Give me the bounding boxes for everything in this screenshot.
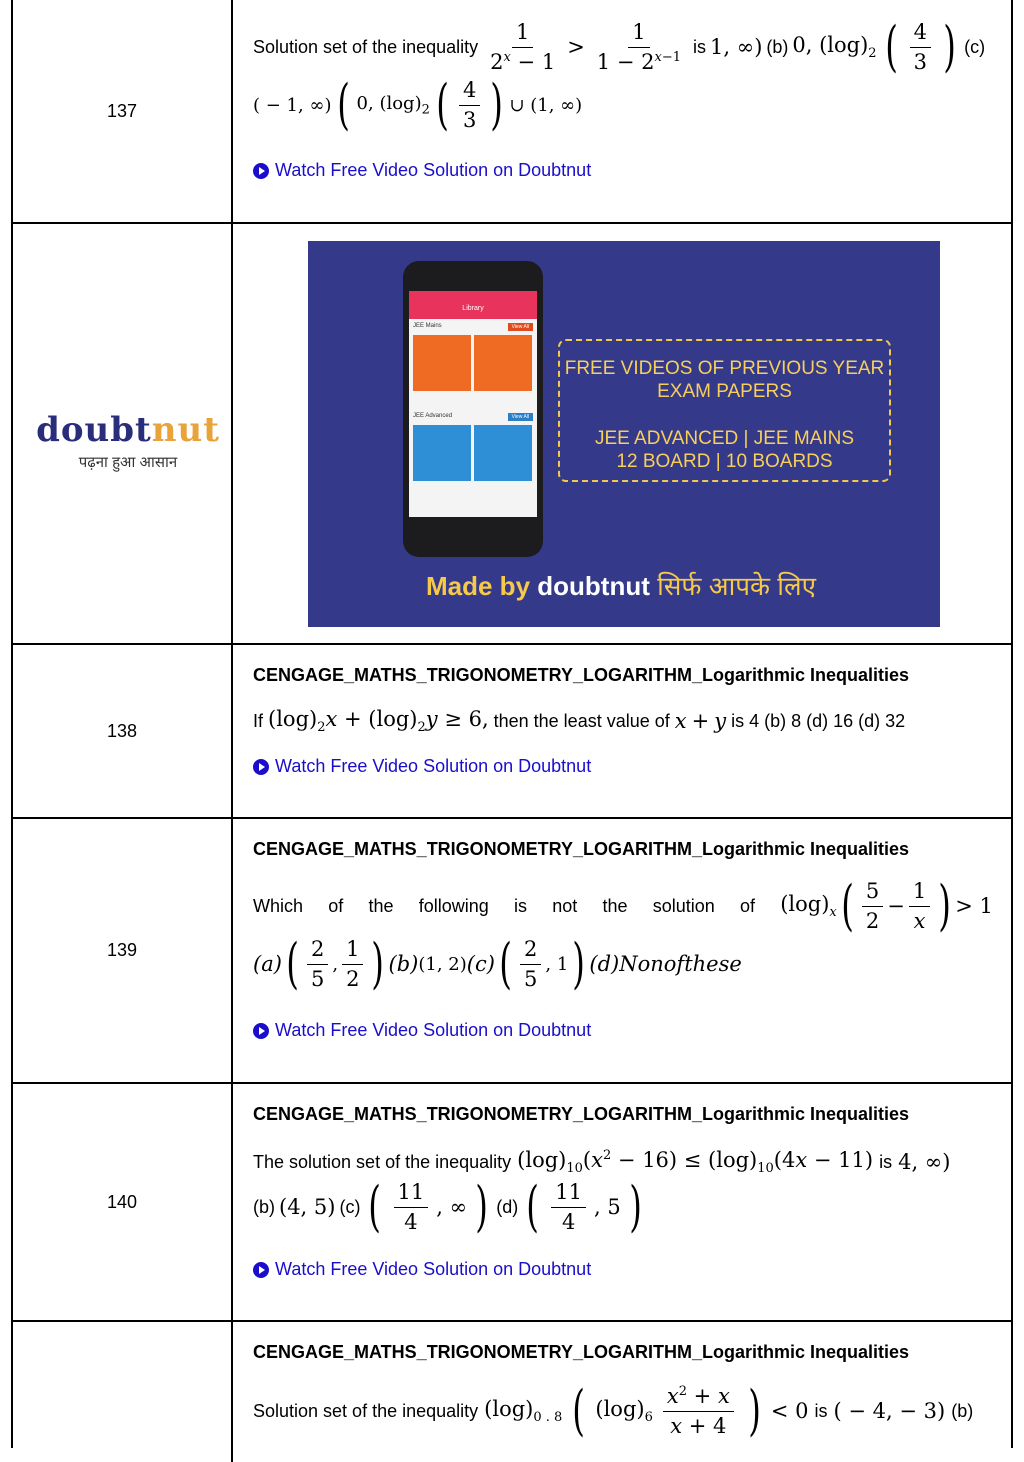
table-row [13, 645, 1011, 819]
question-text: Solution set of the inequality $\frac{1}{2^x - 1}$ > $\frac{1}{1 - 2^{x-1}}$ is 1, ∞) (b) 0, $(\log)_2$ ( $\frac{4}{3}$ ) (c) [253, 15, 986, 78]
question-number [13, 1322, 233, 1462]
promo-headline: FREE VIDEOS OF PREVIOUS YEAR EXAM PAPERS JEE ADVANCED | JEE MAINS 12 BOARD | 10 BOARDS [558, 339, 891, 482]
play-circle-icon [253, 759, 269, 775]
table-row [13, 1084, 1011, 1322]
watch-video-link[interactable]: Watch Free Video Solution on Doubtnut [253, 1259, 993, 1280]
question-number: 137 [13, 0, 233, 222]
doubtnut-logo: doubtnut पढ़ना हुआ आसान [36, 410, 220, 471]
question-text-cont: ( − 1, ∞) ( 0, $(\log)_2$ ( $\frac{4}{3}$ ) ∪ (1, ∞) [253, 73, 583, 136]
table-row [13, 0, 1011, 224]
answer-options: (a) ( $\frac{2}{5}$ , $\frac{1}{2}$ ) (b) (1, 2) (c) ( $\frac{2}{5}$ , 1 ) (d) Nonofthese [253, 932, 742, 995]
question-text: If $(\log)_2x + (\log)_2y \ge 6$, then the least value of x + y is 4 (b) 8 (d) 16 (d) 32 [253, 707, 906, 736]
table-row [13, 819, 1011, 1084]
play-circle-icon [253, 1262, 269, 1278]
question-number: 139 [13, 819, 233, 1082]
question-heading: CENGAGE_MATHS_TRIGONOMETRY_LOGARITHM_Logarithmic Inequalities [253, 1104, 910, 1124]
watch-video-link[interactable]: Watch Free Video Solution on Doubtnut [253, 756, 993, 777]
answer-options: (b) (4, 5) (c) ( $\frac{11}{4}$ , ∞ ) (d) ( $\frac{11}{4}$ , 5 ) [253, 1175, 642, 1238]
question-table [11, 0, 1013, 1448]
question-heading: CENGAGE_MATHS_TRIGONOMETRY_LOGARITHM_Logarithmic Inequalities [253, 1342, 910, 1362]
promo-banner[interactable] [308, 241, 940, 627]
made-by-tagline: Made by doubtnut सिर्फ आपके लिए [426, 571, 816, 601]
question-text: Which of the following is not the solution of $(\log)_x$ ( $\frac{5}{2}$ − $\frac{1}{x}$ ) > 1 [253, 874, 993, 937]
question-body [235, 0, 1011, 222]
table-row [13, 1322, 1011, 1462]
watch-video-link[interactable]: Watch Free Video Solution on Doubtnut [253, 160, 993, 181]
play-circle-icon [253, 1023, 269, 1039]
play-circle-icon [253, 163, 269, 179]
fraction: $\frac{1}{1 - 2^{x-1}}$ [596, 20, 681, 74]
question-text: The solution set of the inequality $(\log)_{10}(x^2 - 16) \le (\log)_{10}(4x - 11)$ is 4, ∞) [253, 1148, 951, 1177]
question-number: 138 [13, 645, 233, 817]
question-number: 140 [13, 1084, 233, 1320]
watch-video-link[interactable]: Watch Free Video Solution on Doubtnut [253, 1020, 993, 1041]
question-text: Solution set of the inequality $(\log)_{0 . 8}$ ( $(\log)_6$ $\frac{x^2 + x}{x + 4}$ ) < 0 is ( − 4, − 3) (b) [253, 1379, 974, 1442]
phone-mockup: Library JEE Mains View All JEE Advanced View All [403, 261, 543, 557]
fraction: $\frac{1}{2^x - 1}$ [490, 20, 556, 74]
question-heading: CENGAGE_MATHS_TRIGONOMETRY_LOGARITHM_Logarithmic Inequalities [253, 665, 910, 685]
question-heading: CENGAGE_MATHS_TRIGONOMETRY_LOGARITHM_Logarithmic Inequalities [253, 839, 910, 859]
